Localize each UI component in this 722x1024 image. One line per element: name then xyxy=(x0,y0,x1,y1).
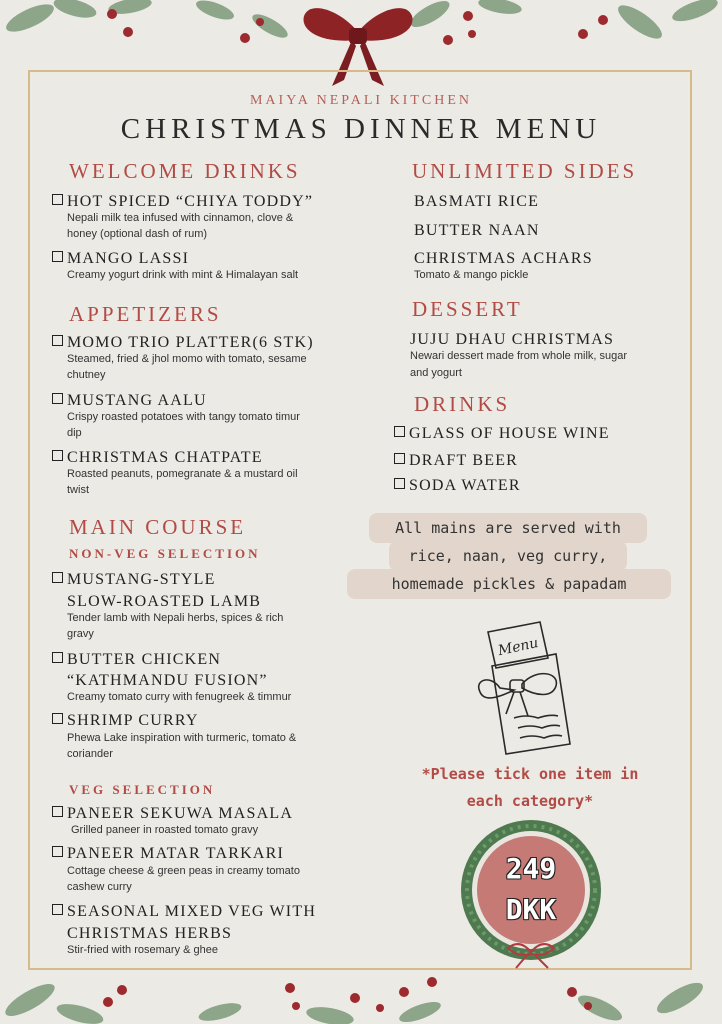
item-description: Creamy tomato curry with fenugreek & timmur xyxy=(67,691,292,703)
checkbox[interactable] xyxy=(52,194,63,205)
menu-item-mustang-lamb[interactable]: MUSTANG-STYLE xyxy=(52,569,216,590)
price-currency: DKK xyxy=(505,893,557,926)
mains-note-line-3: homemade pickles & papadam xyxy=(347,569,671,599)
checkbox[interactable] xyxy=(52,572,63,583)
veg-selection-heading: VEG SELECTION xyxy=(69,782,216,797)
drinks-heading: DRINKS xyxy=(414,392,511,416)
checkbox[interactable] xyxy=(52,251,63,262)
menu-item-butter-chicken[interactable]: BUTTER CHICKEN xyxy=(52,649,221,670)
item-description: Creamy yogurt drink with mint & Himalayan salt xyxy=(67,269,299,281)
item-description: honey (optional dash of rum) xyxy=(67,228,208,240)
side-butter-naan: BUTTER NAAN xyxy=(414,222,540,239)
page-title: CHRISTMAS DINNER MENU xyxy=(120,113,602,145)
item-description: twist xyxy=(67,484,89,496)
menu-item-christmas-chatpate[interactable]: CHRISTMAS CHATPATE xyxy=(52,447,263,468)
item-description: Stir-fried with rosemary & ghee xyxy=(67,944,218,956)
menu-item-mustang-aalu[interactable]: MUSTANG AALU xyxy=(52,390,207,411)
menu-item-shrimp-curry[interactable]: SHRIMP CURRY xyxy=(52,710,199,731)
mains-note-line-1: All mains are served with xyxy=(369,513,647,543)
item-description: Newari dessert made from whole milk, sugar xyxy=(410,350,628,362)
menu-item-momo-trio[interactable]: MOMO TRIO PLATTER(6 STK) xyxy=(52,332,314,353)
checkbox[interactable] xyxy=(52,335,63,346)
item-description: Crispy roasted potatoes with tangy tomato timur xyxy=(67,411,300,423)
menu-item-chiya-toddy[interactable]: HOT SPICED “CHIYA TODDY” xyxy=(52,191,313,212)
price-amount: 249 xyxy=(505,852,557,885)
restaurant-name: MAIYA NEPALI KITCHEN xyxy=(249,93,473,108)
checkbox[interactable] xyxy=(52,806,63,817)
drink-soda-water[interactable]: SODA WATER xyxy=(394,475,521,496)
item-description: dip xyxy=(67,427,82,439)
dessert-heading: DESSERT xyxy=(412,297,523,321)
main-course-heading: MAIN COURSE xyxy=(69,515,247,539)
item-description: cashew curry xyxy=(67,881,132,893)
menu-card-illustration xyxy=(470,618,574,758)
item-description: gravy xyxy=(67,628,94,640)
checkbox[interactable] xyxy=(394,478,405,489)
checkbox[interactable] xyxy=(52,393,63,404)
drink-draft-beer[interactable]: DRAFT BEER xyxy=(394,450,518,471)
item-description: Tomato & mango pickle xyxy=(414,269,529,281)
checkbox[interactable] xyxy=(52,713,63,724)
nonveg-selection-heading: NON-VEG SELECTION xyxy=(69,546,261,561)
item-description: chutney xyxy=(67,369,106,381)
item-description: Cottage cheese & green peas in creamy tomato xyxy=(67,865,300,877)
bottom-garland-decoration xyxy=(0,968,722,1024)
item-description: Tender lamb with Nepali herbs, spices & rich xyxy=(67,612,284,624)
item-name-continued: “KATHMANDU FUSION” xyxy=(67,672,268,689)
item-description: Steamed, fried & jhol momo with tomato, sesame xyxy=(67,353,307,365)
welcome-drinks-heading: WELCOME DRINKS xyxy=(69,159,301,183)
menu-item-mango-lassi[interactable]: MANGO LASSI xyxy=(52,248,189,269)
tick-note-line-1: *Please tick one item in xyxy=(421,765,639,783)
item-description: Roasted peanuts, pomegranate & a mustard oil xyxy=(67,468,298,480)
mains-note-line-2: rice, naan, veg curry, xyxy=(389,541,627,571)
item-description: Phewa Lake inspiration with turmeric, tomato & xyxy=(67,732,297,744)
checkbox[interactable] xyxy=(52,652,63,663)
tick-note-line-2: each category* xyxy=(466,792,594,810)
item-description: Nepali milk tea infused with cinnamon, clove & xyxy=(67,212,294,224)
item-description: Grilled paneer in roasted tomato gravy xyxy=(71,824,259,836)
menu-illustration-text: Menu xyxy=(496,635,540,660)
item-description: and yogurt xyxy=(410,367,462,379)
menu-item-seasonal-veg[interactable]: SEASONAL MIXED VEG WITH xyxy=(52,901,316,922)
drink-house-wine[interactable]: GLASS OF HOUSE WINE xyxy=(394,423,610,444)
item-name-continued: CHRISTMAS HERBS xyxy=(67,925,233,942)
checkbox[interactable] xyxy=(52,450,63,461)
checkbox[interactable] xyxy=(394,426,405,437)
menu-item-paneer-sekuwa[interactable]: PANEER SEKUWA MASALA xyxy=(52,803,293,824)
item-description: coriander xyxy=(67,748,113,760)
menu-item-paneer-matar[interactable]: PANEER MATAR TARKARI xyxy=(52,843,284,864)
appetizers-heading: APPETIZERS xyxy=(69,302,222,326)
checkbox[interactable] xyxy=(52,904,63,915)
side-christmas-achars: CHRISTMAS ACHARS xyxy=(414,250,593,267)
checkbox[interactable] xyxy=(394,453,405,464)
side-basmati-rice: BASMATI RICE xyxy=(414,193,540,210)
dessert-juju-dhau: JUJU DHAU CHRISTMAS xyxy=(410,331,615,348)
checkbox[interactable] xyxy=(52,846,63,857)
item-name-continued: SLOW-ROASTED LAMB xyxy=(67,593,262,610)
unlimited-sides-heading: UNLIMITED SIDES xyxy=(412,159,638,183)
